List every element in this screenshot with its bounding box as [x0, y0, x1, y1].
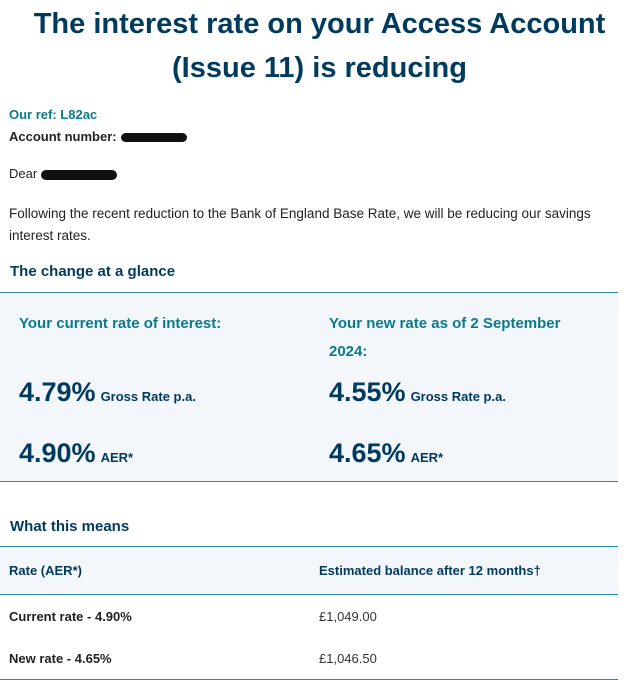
new-aer-value: 4.65%	[329, 438, 406, 468]
our-ref-label: Our ref:	[9, 107, 57, 122]
account-number	[9, 129, 187, 145]
intro-paragraph: Following the recent reduction to the Bank of England Base Rate, we will be reducing our savings interest rates.	[9, 206, 591, 243]
column-header-balance: Estimated balance after 12 months†	[319, 563, 541, 578]
redacted-name	[41, 170, 117, 180]
current-gross-label: Gross Rate p.a.	[100, 389, 196, 404]
current-aer-value: 4.90%	[19, 438, 96, 468]
title-line-2: (Issue 11) is reducing	[172, 52, 467, 84]
new-gross-value: 4.55%	[329, 377, 406, 407]
row-rate-label: New rate - 4.65%	[9, 650, 112, 666]
table-row	[0, 637, 618, 680]
current-aer-label: AER*	[100, 450, 134, 465]
row-balance: £1,049.00	[319, 608, 377, 624]
table-row	[0, 595, 618, 638]
salutation	[9, 166, 117, 181]
glance-heading: The change at a glance	[10, 263, 176, 280]
salutation-text: Dear	[9, 166, 38, 181]
new-rate-heading: Your new rate as of 2 September 2024:	[329, 315, 561, 360]
page-title	[0, 0, 639, 90]
meaning-heading: What this means	[10, 518, 130, 535]
reference-block	[9, 107, 187, 145]
our-ref	[9, 107, 187, 123]
title-line-1: The interest rate on your Access Account	[33, 8, 606, 40]
row-rate-label: Current rate - 4.90%	[9, 608, 132, 624]
meaning-table-wrap	[0, 546, 618, 680]
meaning-table	[0, 546, 618, 680]
row-balance: £1,046.50	[319, 650, 377, 666]
rate-change-panel	[0, 292, 618, 482]
current-gross-rate	[19, 377, 196, 408]
our-ref-value: L82ac	[60, 107, 98, 122]
current-rate-heading: Your current rate of interest:	[19, 315, 222, 332]
new-aer-rate	[329, 438, 443, 469]
redacted-account-number	[121, 133, 187, 142]
new-gross-label: Gross Rate p.a.	[410, 389, 506, 404]
account-number-label: Account number:	[9, 129, 117, 144]
column-header-rate: Rate (AER*)	[9, 563, 82, 578]
current-gross-value: 4.79%	[19, 377, 96, 407]
new-aer-label: AER*	[410, 450, 444, 465]
table-header-row	[0, 547, 618, 595]
new-gross-rate	[329, 377, 506, 408]
current-aer-rate	[19, 438, 133, 469]
